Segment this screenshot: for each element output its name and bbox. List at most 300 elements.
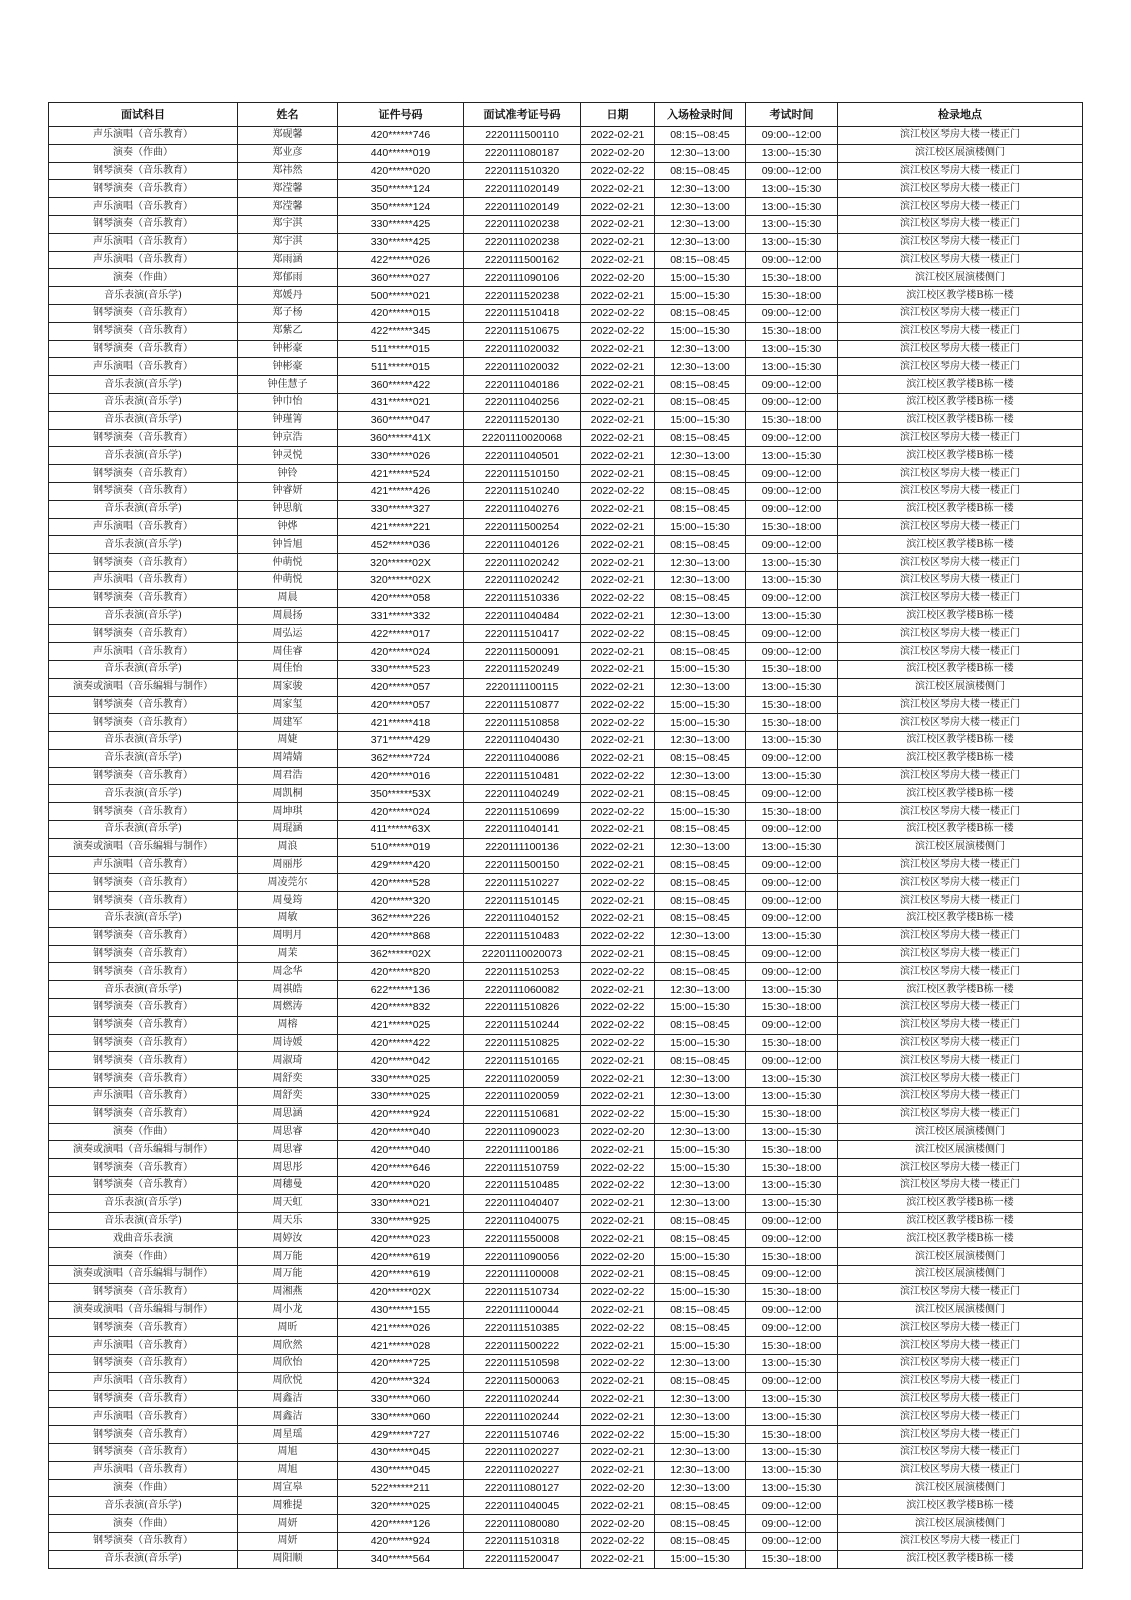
admission-number-cell: 2220111510145	[464, 892, 581, 910]
exam-time-cell: 09:00--12:00	[746, 589, 838, 607]
location-cell: 滨江校区琴房大楼一楼正门	[838, 1088, 1083, 1106]
admission-number-cell: 2220111040249	[464, 785, 581, 803]
id-number-cell: 421******025	[338, 1016, 464, 1034]
date-cell: 2022-02-21	[581, 1497, 655, 1515]
date-cell: 2022-02-21	[581, 1070, 655, 1088]
exam-time-cell: 15:30--18:00	[746, 803, 838, 821]
date-cell: 2022-02-22	[581, 482, 655, 500]
table-row	[49, 1283, 1083, 1301]
id-number-cell: 422******345	[338, 322, 464, 340]
checkin-time-cell: 08:15--08:45	[655, 1016, 746, 1034]
subject-cell: 音乐表演(音乐学)	[49, 1550, 238, 1568]
location-cell: 滨江校区教学楼B栋一楼	[838, 1212, 1083, 1230]
admission-number-cell: 2220111020238	[464, 233, 581, 251]
admission-number-cell: 2220111510253	[464, 963, 581, 981]
date-cell: 2022-02-21	[581, 518, 655, 536]
id-number-cell: 420******832	[338, 999, 464, 1017]
name-cell: 周建军	[238, 714, 338, 732]
col-checkin-location: 检录地点	[838, 103, 1083, 127]
location-cell: 滨江校区琴房大楼一楼正门	[838, 874, 1083, 892]
table-row	[49, 1461, 1083, 1479]
table-row	[49, 1177, 1083, 1195]
date-cell: 2022-02-22	[581, 1283, 655, 1301]
subject-cell: 钢琴演奏（音乐教育）	[49, 215, 238, 233]
table-row	[49, 1372, 1083, 1390]
name-cell: 周茉	[238, 945, 338, 963]
date-cell: 2022-02-20	[581, 1479, 655, 1497]
table-row	[49, 856, 1083, 874]
col-admission-number: 面试准考证号码	[464, 103, 581, 127]
name-cell: 周君浩	[238, 767, 338, 785]
admission-number-cell: 2220111040045	[464, 1497, 581, 1515]
exam-time-cell: 09:00--12:00	[746, 1497, 838, 1515]
location-cell: 滨江校区教学楼B栋一楼	[838, 607, 1083, 625]
location-cell: 滨江校区琴房大楼一楼正门	[838, 643, 1083, 661]
id-number-cell: 330******425	[338, 215, 464, 233]
date-cell: 2022-02-22	[581, 162, 655, 180]
table-row	[49, 714, 1083, 732]
location-cell: 滨江校区琴房大楼一楼正门	[838, 518, 1083, 536]
location-cell: 滨江校区教学楼B栋一楼	[838, 411, 1083, 429]
exam-time-cell: 15:30--18:00	[746, 322, 838, 340]
location-cell: 滨江校区琴房大楼一楼正门	[838, 999, 1083, 1017]
admission-number-cell: 22201110020068	[464, 429, 581, 447]
subject-cell: 音乐表演(音乐学)	[49, 821, 238, 839]
name-cell: 钟京浩	[238, 429, 338, 447]
location-cell: 滨江校区琴房大楼一楼正门	[838, 1426, 1083, 1444]
table-row	[49, 482, 1083, 500]
checkin-time-cell: 08:15--08:45	[655, 589, 746, 607]
date-cell: 2022-02-22	[581, 1532, 655, 1550]
id-number-cell: 330******060	[338, 1408, 464, 1426]
checkin-time-cell: 08:15--08:45	[655, 749, 746, 767]
id-number-cell: 511******015	[338, 340, 464, 358]
admission-number-cell: 2220111510858	[464, 714, 581, 732]
subject-cell: 声乐演唱（音乐教育）	[49, 1088, 238, 1106]
checkin-time-cell: 15:00--15:30	[655, 1426, 746, 1444]
name-cell: 周小龙	[238, 1301, 338, 1319]
date-cell: 2022-02-21	[581, 358, 655, 376]
location-cell: 滨江校区展演楼侧门	[838, 838, 1083, 856]
subject-cell: 声乐演唱（音乐教育）	[49, 233, 238, 251]
admission-number-cell: 2220111080187	[464, 144, 581, 162]
checkin-time-cell: 12:30--13:00	[655, 927, 746, 945]
table-row	[49, 1123, 1083, 1141]
id-number-cell: 360******027	[338, 269, 464, 287]
checkin-time-cell: 15:00--15:30	[655, 322, 746, 340]
admission-number-cell: 2220111040075	[464, 1212, 581, 1230]
admission-number-cell: 2220111500150	[464, 856, 581, 874]
admission-number-cell: 2220111510734	[464, 1283, 581, 1301]
date-cell: 2022-02-21	[581, 1194, 655, 1212]
table-row	[49, 1088, 1083, 1106]
location-cell: 滨江校区琴房大楼一楼正门	[838, 1159, 1083, 1177]
exam-time-cell: 09:00--12:00	[746, 785, 838, 803]
admission-number-cell: 2220111040141	[464, 821, 581, 839]
name-cell: 周阳顺	[238, 1550, 338, 1568]
name-cell: 郑滢馨	[238, 180, 338, 198]
admission-number-cell: 2220111500091	[464, 643, 581, 661]
col-id-number: 证件号码	[338, 103, 464, 127]
checkin-time-cell: 08:15--08:45	[655, 1515, 746, 1533]
col-exam-time: 考试时间	[746, 103, 838, 127]
admission-number-cell: 2220111100044	[464, 1301, 581, 1319]
exam-time-cell: 09:00--12:00	[746, 1266, 838, 1284]
name-cell: 周鑫洁	[238, 1408, 338, 1426]
admission-number-cell: 2220111500162	[464, 251, 581, 269]
checkin-time-cell: 08:15--08:45	[655, 251, 746, 269]
date-cell: 2022-02-21	[581, 536, 655, 554]
location-cell: 滨江校区琴房大楼一楼正门	[838, 927, 1083, 945]
date-cell: 2022-02-21	[581, 785, 655, 803]
date-cell: 2022-02-21	[581, 1141, 655, 1159]
date-cell: 2022-02-21	[581, 1088, 655, 1106]
checkin-time-cell: 12:30--13:00	[655, 358, 746, 376]
location-cell: 滨江校区教学楼B栋一楼	[838, 536, 1083, 554]
date-cell: 2022-02-21	[581, 465, 655, 483]
name-cell: 仲萌悦	[238, 554, 338, 572]
id-number-cell: 430******155	[338, 1301, 464, 1319]
name-cell: 钟巾怡	[238, 393, 338, 411]
table-row	[49, 981, 1083, 999]
admission-number-cell: 2220111510598	[464, 1354, 581, 1372]
table-row	[49, 643, 1083, 661]
id-number-cell: 500******021	[338, 287, 464, 305]
name-cell: 周欣悦	[238, 1372, 338, 1390]
id-number-cell: 421******418	[338, 714, 464, 732]
exam-time-cell: 09:00--12:00	[746, 1052, 838, 1070]
id-number-cell: 420******422	[338, 1034, 464, 1052]
exam-time-cell: 13:00--15:30	[746, 767, 838, 785]
checkin-time-cell: 08:15--08:45	[655, 1532, 746, 1550]
name-cell: 周妍	[238, 1532, 338, 1550]
name-cell: 周曼筠	[238, 892, 338, 910]
admission-number-cell: 2220111040407	[464, 1194, 581, 1212]
table-row	[49, 1248, 1083, 1266]
checkin-time-cell: 08:15--08:45	[655, 892, 746, 910]
checkin-time-cell: 12:30--13:00	[655, 1390, 746, 1408]
checkin-time-cell: 12:30--13:00	[655, 838, 746, 856]
location-cell: 滨江校区琴房大楼一楼正门	[838, 1283, 1083, 1301]
exam-time-cell: 13:00--15:30	[746, 1443, 838, 1461]
location-cell: 滨江校区琴房大楼一楼正门	[838, 251, 1083, 269]
date-cell: 2022-02-22	[581, 963, 655, 981]
date-cell: 2022-02-21	[581, 643, 655, 661]
table-row	[49, 1301, 1083, 1319]
id-number-cell: 420******725	[338, 1354, 464, 1372]
name-cell: 钟瑾箐	[238, 411, 338, 429]
admission-number-cell: 2220111510336	[464, 589, 581, 607]
date-cell: 2022-02-21	[581, 910, 655, 928]
table-row	[49, 269, 1083, 287]
name-cell: 周宣皋	[238, 1479, 338, 1497]
name-cell: 周妍	[238, 1515, 338, 1533]
table-row	[49, 945, 1083, 963]
exam-time-cell: 09:00--12:00	[746, 874, 838, 892]
location-cell: 滨江校区琴房大楼一楼正门	[838, 1016, 1083, 1034]
location-cell: 滨江校区琴房大楼一楼正门	[838, 1390, 1083, 1408]
date-cell: 2022-02-22	[581, 589, 655, 607]
location-cell: 滨江校区展演楼侧门	[838, 1266, 1083, 1284]
name-cell: 周晨扬	[238, 607, 338, 625]
admission-number-cell: 2220111510240	[464, 482, 581, 500]
location-cell: 滨江校区琴房大楼一楼正门	[838, 571, 1083, 589]
table-row	[49, 304, 1083, 322]
exam-time-cell: 15:30--18:00	[746, 1105, 838, 1123]
admission-number-cell: 2220111510746	[464, 1426, 581, 1444]
admission-number-cell: 2220111020238	[464, 215, 581, 233]
admission-number-cell: 2220111510165	[464, 1052, 581, 1070]
checkin-time-cell: 12:30--13:00	[655, 180, 746, 198]
location-cell: 滨江校区琴房大楼一楼正门	[838, 322, 1083, 340]
admission-number-cell: 2220111080127	[464, 1479, 581, 1497]
checkin-time-cell: 15:00--15:30	[655, 1550, 746, 1568]
name-cell: 钟铃	[238, 465, 338, 483]
date-cell: 2022-02-21	[581, 393, 655, 411]
subject-cell: 音乐表演(音乐学)	[49, 411, 238, 429]
id-number-cell: 420******020	[338, 1177, 464, 1195]
exam-time-cell: 13:00--15:30	[746, 1354, 838, 1372]
name-cell: 周思彤	[238, 1159, 338, 1177]
id-number-cell: 350******124	[338, 198, 464, 216]
checkin-time-cell: 12:30--13:00	[655, 1177, 746, 1195]
name-cell: 周思睿	[238, 1141, 338, 1159]
date-cell: 2022-02-21	[581, 180, 655, 198]
location-cell: 滨江校区琴房大楼一楼正门	[838, 429, 1083, 447]
subject-cell: 钢琴演奏（音乐教育）	[49, 999, 238, 1017]
name-cell: 钟旨旭	[238, 536, 338, 554]
id-number-cell: 362******02X	[338, 945, 464, 963]
id-number-cell: 430******045	[338, 1461, 464, 1479]
admission-number-cell: 2220111040276	[464, 500, 581, 518]
location-cell: 滨江校区琴房大楼一楼正门	[838, 162, 1083, 180]
subject-cell: 钢琴演奏（音乐教育）	[49, 1052, 238, 1070]
date-cell: 2022-02-20	[581, 1123, 655, 1141]
exam-time-cell: 09:00--12:00	[746, 482, 838, 500]
checkin-time-cell: 12:30--13:00	[655, 571, 746, 589]
table-row	[49, 127, 1083, 145]
id-number-cell: 362******724	[338, 749, 464, 767]
subject-cell: 钢琴演奏（音乐教育）	[49, 1105, 238, 1123]
location-cell: 滨江校区教学楼B栋一楼	[838, 376, 1083, 394]
id-number-cell: 422******026	[338, 251, 464, 269]
id-number-cell: 511******015	[338, 358, 464, 376]
date-cell: 2022-02-21	[581, 127, 655, 145]
location-cell: 滨江校区琴房大楼一楼正门	[838, 1052, 1083, 1070]
date-cell: 2022-02-22	[581, 304, 655, 322]
admission-number-cell: 2220111100008	[464, 1266, 581, 1284]
exam-time-cell: 15:30--18:00	[746, 1034, 838, 1052]
exam-time-cell: 09:00--12:00	[746, 304, 838, 322]
date-cell: 2022-02-21	[581, 571, 655, 589]
admission-number-cell: 22201110020073	[464, 945, 581, 963]
id-number-cell: 320******02X	[338, 571, 464, 589]
table-row	[49, 892, 1083, 910]
admission-number-cell: 2220111520130	[464, 411, 581, 429]
id-number-cell: 420******126	[338, 1515, 464, 1533]
location-cell: 滨江校区琴房大楼一楼正门	[838, 215, 1083, 233]
checkin-time-cell: 12:30--13:00	[655, 1123, 746, 1141]
subject-cell: 音乐表演(音乐学)	[49, 1194, 238, 1212]
date-cell: 2022-02-20	[581, 1515, 655, 1533]
id-number-cell: 420******924	[338, 1532, 464, 1550]
name-cell: 郑紫乙	[238, 322, 338, 340]
subject-cell: 钢琴演奏（音乐教育）	[49, 1319, 238, 1337]
checkin-time-cell: 08:15--08:45	[655, 874, 746, 892]
table-row	[49, 749, 1083, 767]
exam-time-cell: 09:00--12:00	[746, 1301, 838, 1319]
name-cell: 郑郁雨	[238, 269, 338, 287]
name-cell: 周弘运	[238, 625, 338, 643]
subject-cell: 音乐表演(音乐学)	[49, 607, 238, 625]
admission-number-cell: 2220111080080	[464, 1515, 581, 1533]
subject-cell: 钢琴演奏（音乐教育）	[49, 963, 238, 981]
exam-time-cell: 09:00--12:00	[746, 500, 838, 518]
checkin-time-cell: 15:00--15:30	[655, 1034, 746, 1052]
admission-number-cell: 2220111020244	[464, 1390, 581, 1408]
checkin-time-cell: 08:15--08:45	[655, 945, 746, 963]
checkin-time-cell: 08:15--08:45	[655, 465, 746, 483]
subject-cell: 音乐表演(音乐学)	[49, 393, 238, 411]
name-cell: 郑砚馨	[238, 127, 338, 145]
location-cell: 滨江校区琴房大楼一楼正门	[838, 340, 1083, 358]
location-cell: 滨江校区教学楼B栋一楼	[838, 393, 1083, 411]
table-row	[49, 1159, 1083, 1177]
col-date: 日期	[581, 103, 655, 127]
date-cell: 2022-02-22	[581, 714, 655, 732]
admission-number-cell: 2220111040186	[464, 376, 581, 394]
admission-number-cell: 2220111020059	[464, 1088, 581, 1106]
subject-cell: 钢琴演奏（音乐教育）	[49, 465, 238, 483]
date-cell: 2022-02-21	[581, 1212, 655, 1230]
id-number-cell: 420******057	[338, 678, 464, 696]
subject-cell: 音乐表演(音乐学)	[49, 981, 238, 999]
admission-number-cell: 2220111510826	[464, 999, 581, 1017]
id-number-cell: 431******021	[338, 393, 464, 411]
checkin-time-cell: 08:15--08:45	[655, 429, 746, 447]
location-cell: 滨江校区琴房大楼一楼正门	[838, 465, 1083, 483]
date-cell: 2022-02-21	[581, 1230, 655, 1248]
location-cell: 滨江校区教学楼B栋一楼	[838, 1194, 1083, 1212]
name-cell: 周家骏	[238, 678, 338, 696]
name-cell: 郑宇淇	[238, 215, 338, 233]
subject-cell: 演奏或演唱（音乐编辑与制作）	[49, 1266, 238, 1284]
table-row	[49, 803, 1083, 821]
table-row	[49, 215, 1083, 233]
subject-cell: 音乐表演(音乐学)	[49, 1497, 238, 1515]
name-cell: 周天乐	[238, 1212, 338, 1230]
checkin-time-cell: 12:30--13:00	[655, 1088, 746, 1106]
table-row	[49, 1070, 1083, 1088]
exam-time-cell: 15:30--18:00	[746, 411, 838, 429]
name-cell: 周丽彤	[238, 856, 338, 874]
exam-time-cell: 09:00--12:00	[746, 1515, 838, 1533]
date-cell: 2022-02-21	[581, 1550, 655, 1568]
name-cell: 周旭	[238, 1443, 338, 1461]
table-row	[49, 393, 1083, 411]
subject-cell: 音乐表演(音乐学)	[49, 536, 238, 554]
id-number-cell: 510******019	[338, 838, 464, 856]
subject-cell: 声乐演唱（音乐教育）	[49, 1337, 238, 1355]
date-cell: 2022-02-22	[581, 874, 655, 892]
admission-number-cell: 2220111510385	[464, 1319, 581, 1337]
exam-time-cell: 09:00--12:00	[746, 393, 838, 411]
date-cell: 2022-02-22	[581, 1354, 655, 1372]
checkin-time-cell: 12:30--13:00	[655, 981, 746, 999]
date-cell: 2022-02-21	[581, 660, 655, 678]
table-row	[49, 927, 1083, 945]
subject-cell: 演奏或演唱（音乐编辑与制作）	[49, 1301, 238, 1319]
subject-cell: 钢琴演奏（音乐教育）	[49, 1443, 238, 1461]
admission-number-cell: 2220111500063	[464, 1372, 581, 1390]
location-cell: 滨江校区琴房大楼一楼正门	[838, 856, 1083, 874]
admission-number-cell: 2220111510483	[464, 927, 581, 945]
id-number-cell: 420******02X	[338, 1283, 464, 1301]
id-number-cell: 330******425	[338, 233, 464, 251]
subject-cell: 音乐表演(音乐学)	[49, 447, 238, 465]
checkin-time-cell: 08:15--08:45	[655, 500, 746, 518]
exam-time-cell: 09:00--12:00	[746, 1372, 838, 1390]
checkin-time-cell: 08:15--08:45	[655, 643, 746, 661]
table-row	[49, 1515, 1083, 1533]
date-cell: 2022-02-21	[581, 411, 655, 429]
admission-number-cell: 2220111510675	[464, 322, 581, 340]
id-number-cell: 362******226	[338, 910, 464, 928]
name-cell: 周淑琦	[238, 1052, 338, 1070]
exam-time-cell: 13:00--15:30	[746, 607, 838, 625]
location-cell: 滨江校区展演楼侧门	[838, 144, 1083, 162]
date-cell: 2022-02-21	[581, 1266, 655, 1284]
date-cell: 2022-02-21	[581, 749, 655, 767]
checkin-time-cell: 12:30--13:00	[655, 1194, 746, 1212]
exam-time-cell: 09:00--12:00	[746, 856, 838, 874]
checkin-time-cell: 08:15--08:45	[655, 1497, 746, 1515]
exam-time-cell: 09:00--12:00	[746, 536, 838, 554]
table-row	[49, 429, 1083, 447]
id-number-cell: 420******619	[338, 1266, 464, 1284]
admission-number-cell: 2220111020032	[464, 358, 581, 376]
checkin-time-cell: 12:30--13:00	[655, 198, 746, 216]
name-cell: 钟彬豪	[238, 358, 338, 376]
exam-time-cell: 09:00--12:00	[746, 945, 838, 963]
location-cell: 滨江校区琴房大楼一楼正门	[838, 1532, 1083, 1550]
location-cell: 滨江校区琴房大楼一楼正门	[838, 696, 1083, 714]
date-cell: 2022-02-21	[581, 1443, 655, 1461]
exam-time-cell: 13:00--15:30	[746, 1123, 838, 1141]
name-cell: 钟烨	[238, 518, 338, 536]
exam-time-cell: 13:00--15:30	[746, 215, 838, 233]
location-cell: 滨江校区教学楼B栋一楼	[838, 447, 1083, 465]
id-number-cell: 421******221	[338, 518, 464, 536]
date-cell: 2022-02-21	[581, 429, 655, 447]
subject-cell: 声乐演唱（音乐教育）	[49, 1372, 238, 1390]
name-cell: 周敏	[238, 910, 338, 928]
admission-number-cell: 2220111520249	[464, 660, 581, 678]
exam-time-cell: 15:30--18:00	[746, 999, 838, 1017]
table-row	[49, 198, 1083, 216]
admission-number-cell: 2220111510150	[464, 465, 581, 483]
id-number-cell: 420******015	[338, 304, 464, 322]
exam-time-cell: 13:00--15:30	[746, 358, 838, 376]
subject-cell: 演奏（作曲）	[49, 1248, 238, 1266]
name-cell: 郑业彦	[238, 144, 338, 162]
checkin-time-cell: 12:30--13:00	[655, 554, 746, 572]
location-cell: 滨江校区教学楼B栋一楼	[838, 785, 1083, 803]
admission-number-cell: 2220111510485	[464, 1177, 581, 1195]
exam-time-cell: 09:00--12:00	[746, 749, 838, 767]
id-number-cell: 330******060	[338, 1390, 464, 1408]
date-cell: 2022-02-22	[581, 999, 655, 1017]
